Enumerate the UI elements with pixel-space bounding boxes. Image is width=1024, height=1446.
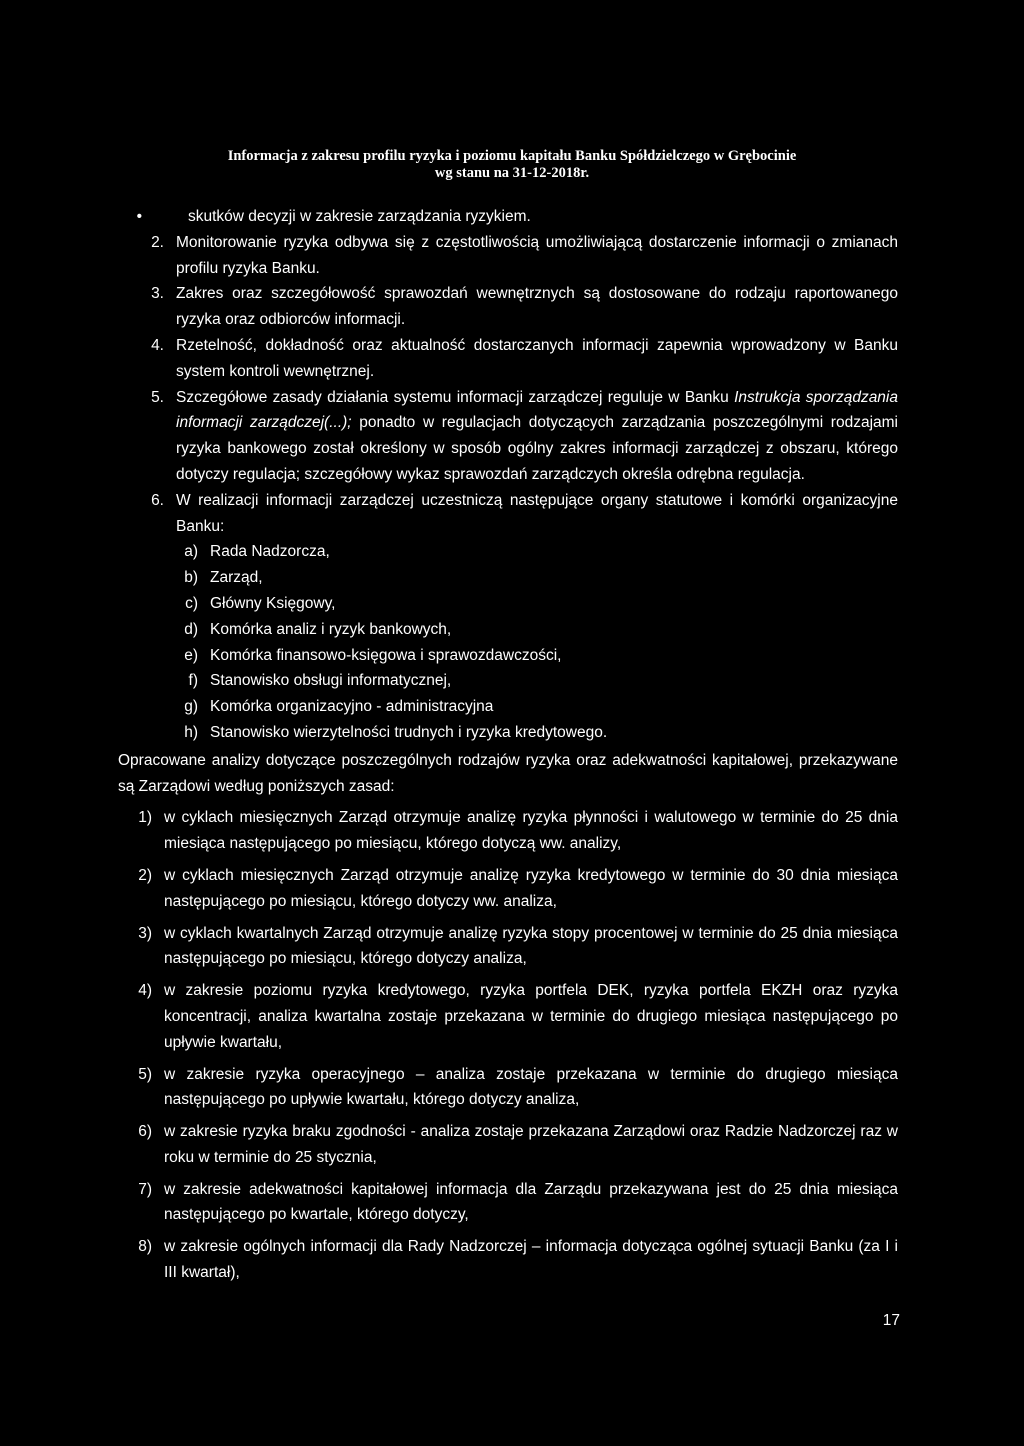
rule-number: 1) <box>138 809 152 827</box>
rule-number: 5) <box>138 1065 152 1083</box>
rule-text: w zakresie ryzyka braku zgodności - analiza zostaje przekazana Zarządowi oraz Radzie Nadzorczej raz w roku w terminie do 25 stycznia, <box>164 1123 898 1166</box>
rule-text: w zakresie poziomu ryzyka kredytowego, ryzyka portfela DEK, ryzyka portfela EKZH oraz ryzyka koncentracji, analiza kwartalna zostaje przekazana w terminie do drugiego miesiąca następującego po upływie kwartału, <box>164 982 898 1051</box>
sub-item-letter: h) <box>184 723 198 741</box>
rule-number: 6) <box>138 1123 152 1141</box>
sub-list-item <box>118 617 898 643</box>
rule-text: w zakresie ryzyka operacyjnego – analiza zostaje przekazana w terminie do drugiego miesiąca następującego po upływie kwartału, którego dotyczy analiza, <box>164 1065 898 1109</box>
header-date: wg stanu na 31-12-2018r. <box>434 165 590 181</box>
sub-item-letter: f) <box>188 672 198 690</box>
rule-item <box>118 978 898 1055</box>
item-number: 5. <box>151 388 164 406</box>
bullet-text: skutków decyzji w zakresie zarządzania ryzykiem. <box>188 208 531 225</box>
sub-item-text: Stanowisko obsługi informatycznej, <box>210 672 452 690</box>
sub-item-text: Komórka analiz i ryzyk bankowych, <box>210 620 452 638</box>
rule-item <box>118 1177 898 1229</box>
sub-item-text: Rada Nadzorcza, <box>210 543 330 561</box>
item-number: 3. <box>151 285 164 303</box>
item-text: W realizacji informacji zarządczej uczestniczą następujące organy statutowe i komórki organizacyjne Banku: <box>176 491 898 535</box>
rule-item <box>118 1062 898 1114</box>
sub-list-item <box>118 720 898 746</box>
document-body <box>118 204 898 1286</box>
rule-item <box>118 805 898 857</box>
bullet-item <box>118 204 898 230</box>
sub-item-text: Komórka organizacyjno - administracyjna <box>210 698 494 716</box>
rule-text: w cyklach miesięcznych Zarząd otrzymuje analizę ryzyka płynności i walutowego w terminie do 25 dnia miesiąca następującego po miesiącu, którego dotyczą ww. analizy, <box>164 809 898 853</box>
document-header <box>0 148 1024 182</box>
item-number: 6. <box>151 491 164 509</box>
sub-item-letter: g) <box>184 698 198 716</box>
sub-item-letter: c) <box>185 594 198 612</box>
item-text-italic: Instrukcja sporządzania informacji zarządczej(...); <box>176 388 898 432</box>
page-number: 17 <box>882 1312 900 1329</box>
list-item <box>118 230 898 282</box>
sub-item-text: Stanowisko wierzytelności trudnych i ryzyka kredytowego. <box>210 723 608 741</box>
header-title: Informacja z zakresu profilu ryzyka i poziomu kapitału Banku Spółdzielczego w Grębocinie <box>227 148 797 164</box>
sub-list-item <box>118 668 898 694</box>
sub-list-item <box>118 643 898 669</box>
rule-number: 2) <box>138 866 152 884</box>
sub-list-item <box>118 539 898 565</box>
bullet-marker: • <box>136 208 142 225</box>
sub-item-letter: e) <box>184 646 198 664</box>
item-text-part: ponadto w regulacjach dotyczących zarządzania poszczególnymi rodzajami ryzyka bankowego został określony w sposób ogólny zakres informacji zarządczej z obszaru, którego dotyczy regulacja; szczegółowy wykaz sprawozdań zarządczych określa odrębna regulacja. <box>176 414 898 483</box>
sub-item-text: Główny Księgowy, <box>210 594 336 612</box>
item-number: 2. <box>151 233 164 251</box>
rule-item <box>118 1119 898 1171</box>
rule-text: w zakresie adekwatności kapitałowej informacja dla Zarządu przekazywana jest do 25 dnia miesiąca następującego po kwartale, którego dotyczy, <box>164 1180 898 1224</box>
rule-number: 3) <box>138 924 152 942</box>
sub-item-letter: b) <box>184 569 198 587</box>
item-text-part: Szczegółowe zasady działania systemu informacji zarządczej reguluje w Banku <box>176 388 735 406</box>
list-item <box>118 333 898 385</box>
intro-paragraph: Opracowane analizy dotyczące poszczególnych rodzajów ryzyka oraz adekwatności kapitałowej, przekazywane są Zarządowi według poniższych zasad: <box>118 751 898 795</box>
rule-number: 4) <box>138 982 152 1000</box>
list-item <box>118 385 898 488</box>
sub-list-item <box>118 694 898 720</box>
list-item <box>118 281 898 333</box>
sub-item-text: Komórka finansowo-księgowa i sprawozdawczości, <box>210 646 562 664</box>
rule-number: 7) <box>138 1180 152 1198</box>
sub-item-text: Zarząd, <box>210 569 263 587</box>
rule-item <box>118 863 898 915</box>
rule-item <box>118 921 898 973</box>
item-text <box>176 385 898 488</box>
list-item <box>118 488 898 540</box>
rule-text: w cyklach kwartalnych Zarząd otrzymuje analizę ryzyka stopy procentowej w terminie do 25 dnia miesiąca następującego po miesiącu, którego dotyczy analiza, <box>164 924 898 968</box>
item-text: Monitorowanie ryzyka odbywa się z częstotliwością umożliwiającą dostarczenie informacji o zmianach profilu ryzyka Banku. <box>176 233 898 277</box>
rule-item <box>118 1234 898 1286</box>
item-text: Zakres oraz szczegółowość sprawozdań wewnętrznych są dostosowane do rodzaju raportowanego ryzyka oraz odbiorców informacji. <box>176 285 898 329</box>
item-text: Rzetelność, dokładność oraz aktualność dostarczanych informacji zapewnia wprowadzony w Banku system kontroli wewnętrznej. <box>176 336 898 380</box>
rule-number: 8) <box>138 1238 152 1256</box>
sub-list-item <box>118 565 898 591</box>
rule-text: w cyklach miesięcznych Zarząd otrzymuje analizę ryzyka kredytowego w terminie do 30 dnia miesiąca następującego po miesiącu, którego dotyczy ww. analiza, <box>164 866 898 910</box>
sub-item-letter: a) <box>184 543 198 561</box>
rule-text: w zakresie ogólnych informacji dla Rady Nadzorczej – informacja dotycząca ogólnej sytuacji Banku (za I i III kwartał), <box>164 1238 898 1282</box>
sub-item-letter: d) <box>184 620 198 638</box>
item-number: 4. <box>151 336 164 354</box>
sub-list-item <box>118 591 898 617</box>
